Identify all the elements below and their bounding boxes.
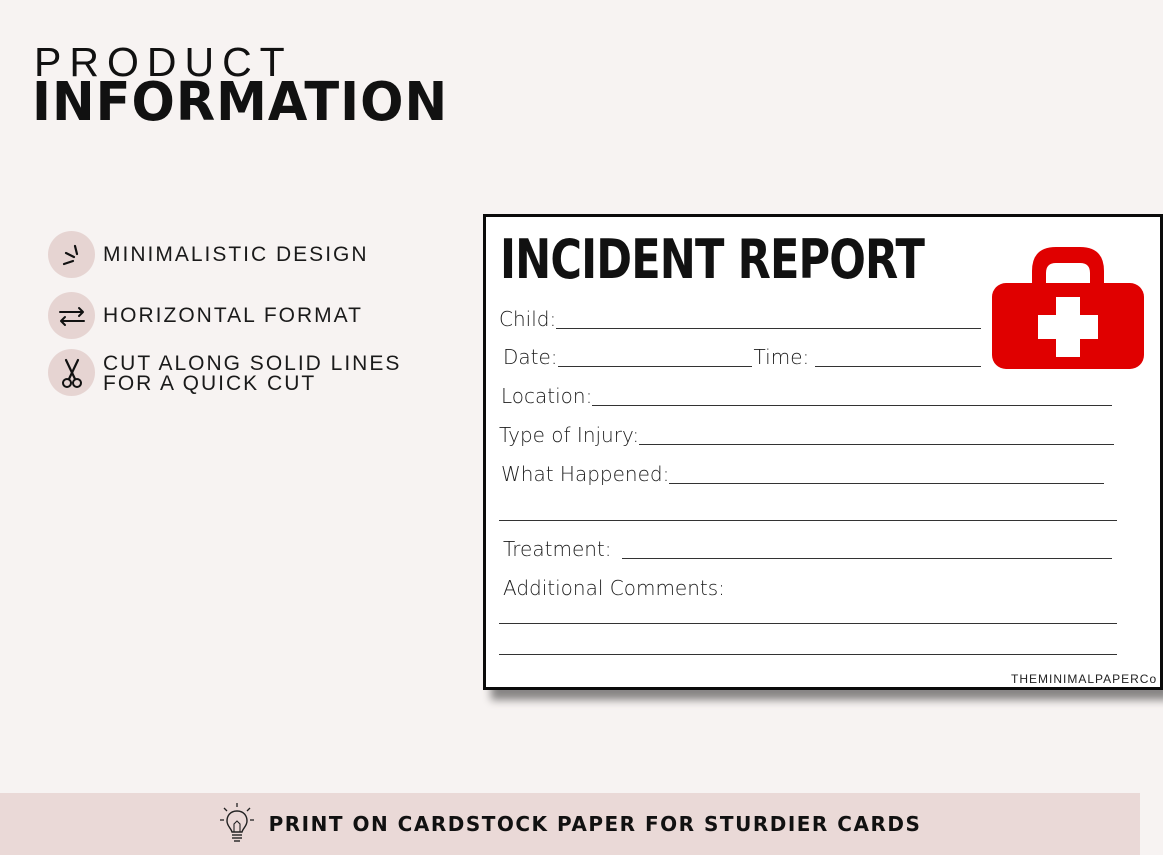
treatment-label: Treatment: bbox=[503, 537, 612, 561]
sparkle-icon bbox=[48, 231, 95, 278]
injury-line bbox=[639, 443, 1114, 445]
comments-label: Additional Comments: bbox=[503, 576, 725, 600]
child-label: Child: bbox=[499, 307, 557, 331]
location-line bbox=[592, 404, 1112, 406]
footer-text: PRINT ON CARDSTOCK PAPER FOR STURDIER CARDS bbox=[268, 812, 922, 836]
location-label: Location: bbox=[501, 384, 593, 408]
card-title: INCIDENT REPORT bbox=[500, 228, 924, 292]
date-field bbox=[503, 345, 981, 369]
what-happened-line bbox=[669, 482, 1104, 484]
feature-item bbox=[48, 292, 363, 339]
feature-label: CUT ALONG SOLID LINES FOR A QUICK CUT bbox=[103, 351, 402, 395]
date-label: Date: bbox=[503, 345, 558, 369]
feature-label: HORIZONTAL FORMAT bbox=[103, 303, 363, 327]
location-field bbox=[501, 384, 1112, 408]
time-line bbox=[815, 365, 981, 367]
date-line bbox=[558, 365, 752, 367]
what-happened-line-2 bbox=[499, 520, 1117, 521]
child-line bbox=[556, 327, 981, 329]
swap-arrows-icon bbox=[48, 292, 95, 339]
page-title-main: INFORMATION bbox=[32, 71, 449, 134]
lightbulb-icon bbox=[219, 802, 255, 846]
injury-field bbox=[499, 423, 1114, 447]
feature-label: MINIMALISTIC DESIGN bbox=[103, 242, 369, 266]
feature-item bbox=[48, 349, 401, 396]
comments-line-1 bbox=[499, 623, 1117, 624]
comments-field bbox=[503, 576, 725, 600]
time-label: Time: bbox=[753, 345, 810, 369]
injury-label: Type of Injury: bbox=[499, 423, 640, 447]
treatment-field bbox=[503, 537, 1112, 561]
what-happened-field bbox=[501, 462, 1104, 486]
scissors-icon bbox=[48, 349, 95, 396]
brand-watermark: THEMINIMALPAPERCo bbox=[1011, 672, 1158, 686]
treatment-line bbox=[622, 557, 1112, 559]
incident-report-card bbox=[483, 214, 1163, 690]
footer-banner bbox=[0, 793, 1140, 855]
child-field bbox=[499, 307, 981, 331]
what-happened-label: What Happened: bbox=[501, 462, 670, 486]
comments-line-2 bbox=[499, 654, 1117, 655]
first-aid-kit-icon bbox=[992, 241, 1144, 371]
feature-item bbox=[48, 231, 369, 278]
page-title-top: PRODUCT bbox=[34, 39, 293, 85]
